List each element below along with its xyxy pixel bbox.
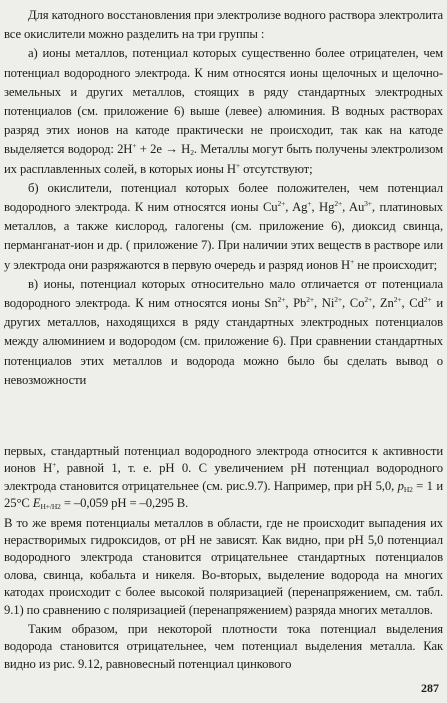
intro-paragraph: Для катодного восстановления при электролизе водного раствора электролита все окислители можно разделить на три группы : <box>4 8 443 42</box>
group-b-paragraph: б) окислители, потенциал которых более положителен, чем потенциал водородного электрода. К ним относятся ионы $Cu^{2+}$, Ag+, $Hg^{2+}$, $Au^{3+}$, платиновых металлов, а также кислород, галогены (см. приложение 6), диоксид свинца, перманганат-ион и др. ( приложение 7). При наличии этих веществ в растворе или у электрода они разряжаются в первую очередь и разряд ионов H+ не происходит; <box>4 180 444 272</box>
lower-text-block <box>4 443 443 673</box>
partial-pressure-symbol: p <box>397 478 404 493</box>
potential-symbol: E <box>32 496 41 511</box>
hydrogen-potential-paragraph: первых, стандартный потенциал водородного электрода относится к активности ионов H+, равной 1, т. е. pH 0. С увеличением pH потенциал водородного электрода становится отрицательнее (см. рис.9.7). Например, при pH 5,0, $p_{H2} = 1$ и 25°C $E_{H+/H2} = -0,059$ pH = –0,295 B. <box>4 444 443 512</box>
group-c-paragraph: в) ионы, потенциал которых относительно мало отличается от потенциала водородного электрода. К ним относятся ионы $Sn^{2+}$, $Pb^{2+}$, $Ni^{2+}$, $Co^{2+}$, $Zn^{2+}$, $Cd^{2+}$ и других металлов, находящихся в ряду стандартных электродных потенциалов между алюминием и водородом (см. приложение 6). При сравнении стандартных потенциалов этих металлов и водорода можно было бы сделать вывод о невозможности <box>4 276 444 387</box>
upper-text-block <box>4 6 443 390</box>
group-a-paragraph: а) ионы металлов, потенциал которых существенно более отрицателен, чем потенциал водородного электрода. К ним относятся ионы щелочных и щелочно-земельных и других металлов, стоящих в ряду стандартных электродных потенциалов (см. приложение 6) выше (левее) алюминия. В водных растворах разряд этих ионов на катоде практически не происходит, так как на катоде выделяется водород: $2H^+ + 2e \to H_2$. Металлы могут быть получены электролизом их расплавленных солей, в которых ионы H+ отсутствуют; <box>4 46 443 176</box>
conclusion-paragraph: Таким образом, при некоторой плотности тока потенциал выделения водорода становится отрицательнее, чем потенциал выделения металла. Как видно из рис. 9.12, равновесный потенциал цинкового <box>4 622 443 671</box>
page-number: 287 <box>421 681 439 695</box>
metal-potential-paragraph: В то же время потенциалы металлов в области, где не происходит выпадения их нерастворимых гидроксидов, от pH не зависят. Как видно, при pH 5,0 потенциал водородного электрода становится отрицательнее стандартных потенциалов олова, свинца, кобальта и никеля. Во-вторых, выделение водорода на многих катодах происходит с более высокой поляризацией (перенапряжением, см. табл. 9.1) по сравнению с поляризацией (перенапряжением) разряда многих металлов. <box>4 515 443 617</box>
